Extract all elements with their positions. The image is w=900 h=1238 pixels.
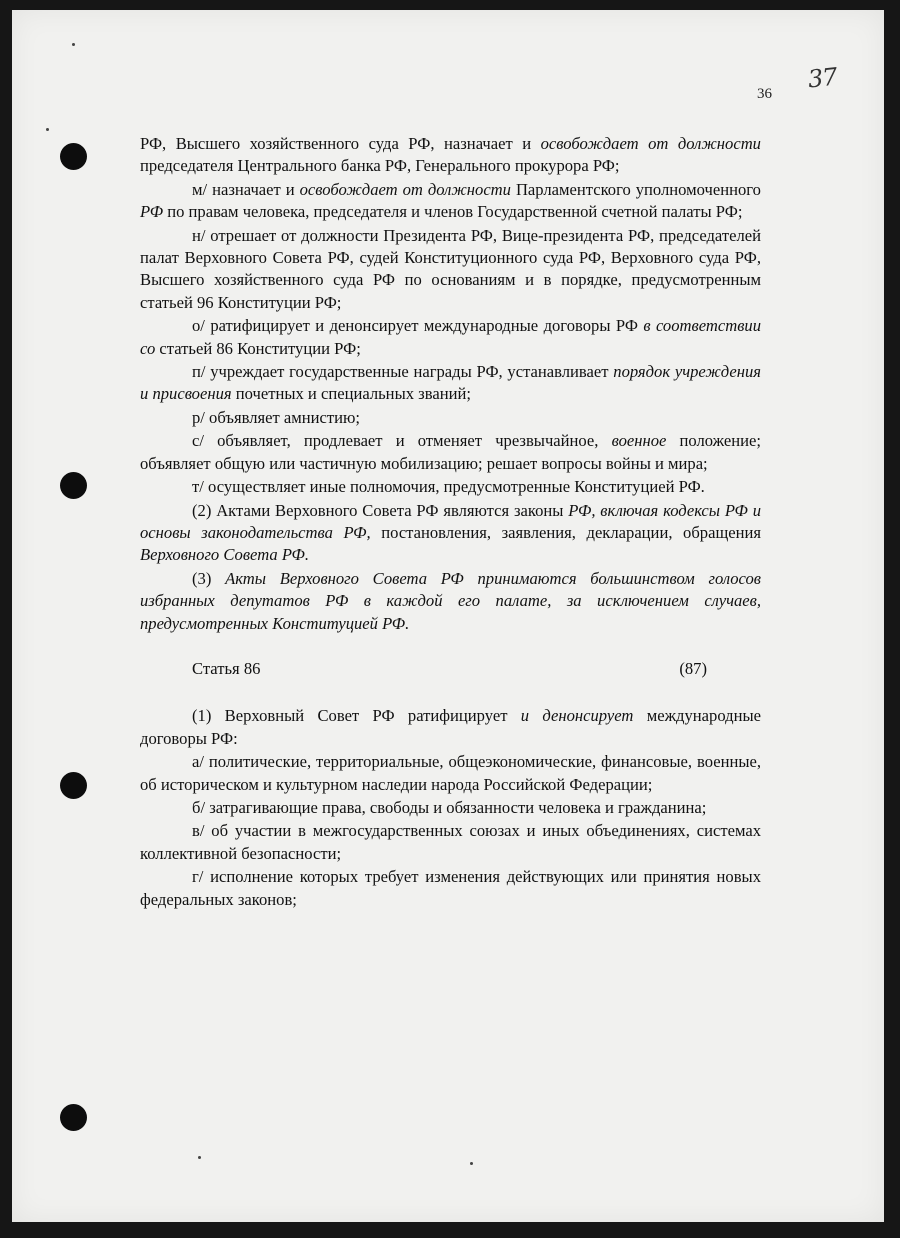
paragraph-text: председателя Центрального банка РФ, Генерального прокурора РФ; [140,156,620,176]
body-paragraph [140,820,761,865]
italic-text: военное [611,431,667,451]
article-title: Статья 86 [192,658,261,678]
paragraph-text: с/ объявляет, продлевает и отменяет чрезвычайное, [192,431,612,451]
paragraph-text: (1) Верховный Совет РФ ратифицирует [192,706,521,726]
italic-text: в соответствии со [140,316,761,358]
body-paragraph [140,476,761,498]
paragraph-text: Парламентского уполномоченного [510,179,761,199]
paragraph-text: б/ затрагивающие права, свободы и обязанности человека и гражданина; [192,797,707,817]
scan-speck [470,1162,473,1165]
italic-text: и денонсирует [520,706,634,726]
paragraph-text: н/ отрешает от должности Президента РФ, Вице-президента РФ, председателей палат Верховного Совета РФ, судей Конституционного суда РФ, Верховного суда РФ, Высшего хозяйственного суда РФ по основаниям и в порядке, предусмотренным статьей 96 Конституции РФ; [140,225,761,312]
article-heading [140,658,761,680]
italic-text: Акты Верховного Совета РФ принимаются большинством голосов избранных депутатов РФ в каждой его палате, за исключением случаев, предусмотренных Конституцией РФ. [140,568,762,633]
body-paragraph [140,179,761,224]
body-paragraph [140,407,761,429]
paragraph-text: постановления, заявления, декларации, обращения [370,522,761,542]
italic-text: Верховного Совета РФ. [140,545,310,565]
body-paragraph [140,568,761,635]
scan-speck [198,1156,201,1159]
paragraph-text: а/ политические, территориальные, общеэкономические, финансовые, военные, об историческом и культурном наследии народа Российской Федерации; [140,752,761,794]
body-paragraph [140,225,761,315]
paragraph-text: РФ, Высшего хозяйственного суда РФ, назначает и [140,134,541,153]
body-paragraph [140,797,761,819]
paragraphs-after-article [140,705,761,911]
paragraph-text: положение; объявляет общую или частичную мобилизацию; решает вопросы войны и мира; [140,431,761,473]
body-paragraph [140,500,761,567]
body-paragraph [140,133,761,178]
paragraphs-before-article [140,133,761,635]
italic-text: освобождает от должности [299,179,511,199]
paragraph-text: т/ осуществляет иные полномочия, предусмотренные Конституцией РФ. [192,477,705,497]
paragraph-text: почетных и специальных званий; [231,384,471,404]
article-number: (87) [679,658,707,678]
body-paragraph [140,751,761,796]
paragraph-text: г/ исполнение которых требует изменения действующих или принятия новых федеральных законов; [140,867,761,909]
paragraph-text: международные договоры РФ: [140,706,761,748]
punch-hole [60,472,87,499]
punch-hole [60,772,87,799]
body-paragraph [140,705,761,750]
italic-text: освобождает от должности [540,134,761,153]
paragraph-text: (2) Актами Верховного Совета РФ являются законы [192,500,569,520]
handwritten-page-number: 37 [806,62,838,94]
paragraph-text: по правам человека, председателя и членов Государственной счетной палаты РФ; [163,202,743,222]
paragraph-text: в/ об участии в межгосударственных союзах и иных объединениях, системах коллективной безопасности; [140,821,761,863]
typed-page-number: 36 [757,86,772,102]
body-paragraph [140,361,761,406]
paragraph-text: п/ учреждает государственные награды РФ, устанавливает [192,362,614,382]
italic-text: порядок учреждения и присвоения [140,362,761,404]
paragraph-text: о/ ратифицирует и денонсирует международные договоры РФ [192,316,644,336]
italic-text: РФ, включая кодексы РФ и основы законодательства РФ, [140,500,762,542]
italic-text: РФ [140,202,164,222]
paragraph-text: м/ назначает и [192,179,300,199]
punch-hole [60,1104,87,1131]
paragraph-text: р/ объявляет амнистию; [192,407,361,427]
paragraph-text: статьей 86 Конституции РФ; [155,338,361,358]
document-body [140,133,761,912]
punch-hole [60,143,87,170]
scan-speck [72,43,75,46]
body-paragraph [140,430,761,475]
paragraph-text: (3) [192,568,226,588]
body-paragraph [140,866,761,911]
scan-speck [46,128,49,131]
body-paragraph [140,315,761,360]
